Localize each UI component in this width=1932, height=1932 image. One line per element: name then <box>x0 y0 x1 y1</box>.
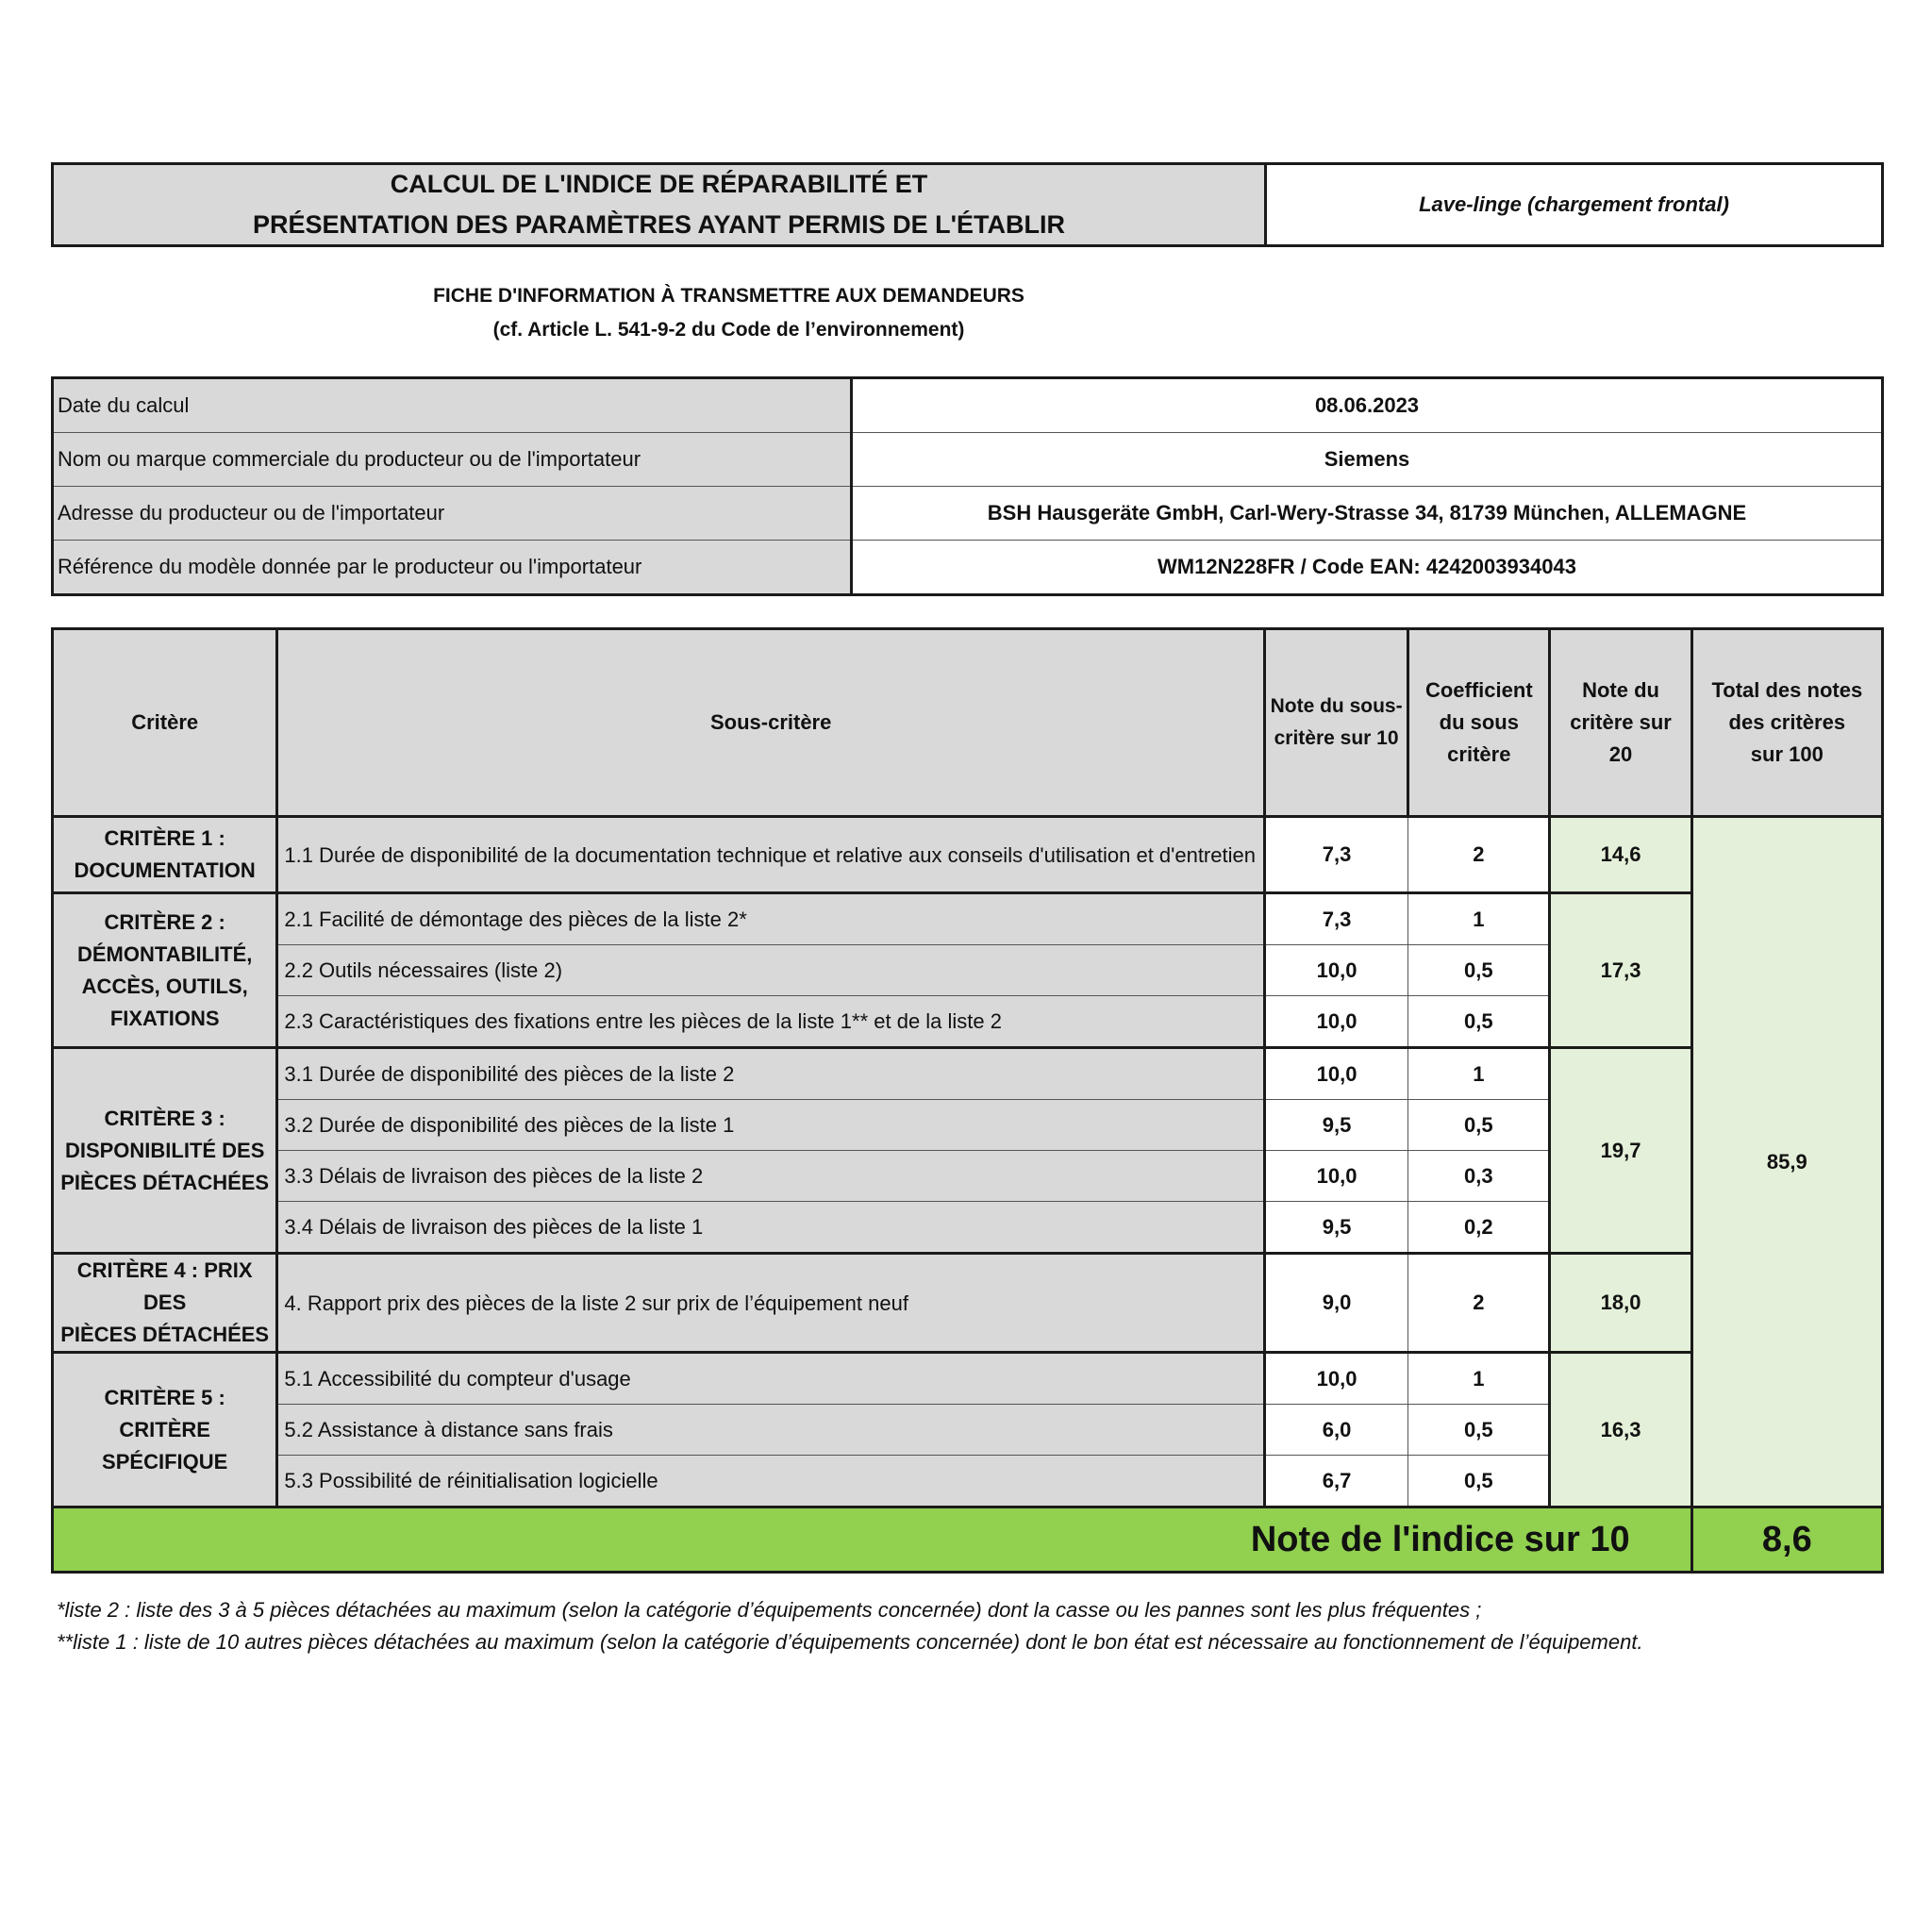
sub-criterion-label: 3.3 Délais de livraison des pièces de la liste 2 <box>277 1151 1265 1202</box>
sub-criterion-coef: 0,2 <box>1408 1202 1550 1254</box>
table-row <box>53 893 1883 945</box>
sub-criterion-coef: 0,5 <box>1408 1100 1550 1151</box>
sub-criterion-note: 9,0 <box>1264 1254 1407 1353</box>
criterion-4-label: CRITÈRE 4 : PRIX DES PIÈCES DÉTACHÉES <box>53 1254 277 1353</box>
document-header <box>51 162 1884 247</box>
criterion-5-label: CRITÈRE 5 : CRITÈRE SPÉCIFIQUE <box>53 1353 277 1507</box>
col-header-total: Total des notes des critères sur 100 <box>1691 629 1882 817</box>
sub-criterion-coef: 0,5 <box>1408 945 1550 996</box>
sub-criterion-coef: 1 <box>1408 1353 1550 1405</box>
criterion-1-label: CRITÈRE 1 : DOCUMENTATION <box>53 817 277 893</box>
sub-criterion-coef: 1 <box>1408 893 1550 945</box>
sub-criterion-note: 9,5 <box>1264 1202 1407 1254</box>
footnotes <box>57 1594 1643 1658</box>
info-table <box>51 376 1884 596</box>
info-value: BSH Hausgeräte GmbH, Carl-Wery-Strasse 34, 81739 München, ALLEMAGNE <box>852 487 1883 541</box>
info-value: Siemens <box>852 433 1883 487</box>
sub-criterion-note: 10,0 <box>1264 945 1407 996</box>
info-label: Adresse du producteur ou de l'importateur <box>53 487 852 541</box>
info-row <box>53 487 1883 541</box>
criterion-5-note: 16,3 <box>1550 1353 1691 1507</box>
col-header-note-critere: Note du critère sur 20 <box>1550 629 1691 817</box>
info-label: Nom ou marque commerciale du producteur ou de l'importateur <box>53 433 852 487</box>
sub-criterion-note: 9,5 <box>1264 1100 1407 1151</box>
scoring-table <box>51 627 1884 1574</box>
table-row <box>53 1048 1883 1100</box>
final-score-label: Note de l'indice sur 10 <box>53 1507 1692 1573</box>
sub-criterion-label: 1.1 Durée de disponibilité de la documentation technique et relative aux conseils d'utilisation et d'entretien <box>277 817 1265 893</box>
sub-criterion-label: 3.1 Durée de disponibilité des pièces de la liste 2 <box>277 1048 1265 1100</box>
col-header-note-sous-critere: Note du sous- critère sur 10 <box>1264 629 1407 817</box>
sub-criterion-coef: 2 <box>1408 1254 1550 1353</box>
info-row <box>53 541 1883 595</box>
footnote-1: *liste 2 : liste des 3 à 5 pièces détachées au maximum (selon la catégorie d’équipements concernée) dont la casse ou les pannes sont les plus fréquentes ; <box>57 1598 1482 1622</box>
title-line-1: CALCUL DE L'INDICE DE RÉPARABILITÉ ET <box>390 170 928 198</box>
sub-criterion-note: 10,0 <box>1264 996 1407 1048</box>
table-row <box>53 1254 1883 1353</box>
sub-criterion-coef: 0,3 <box>1408 1151 1550 1202</box>
info-value: WM12N228FR / Code EAN: 4242003934043 <box>852 541 1883 595</box>
info-row <box>53 378 1883 433</box>
col-header-sous-critere: Sous-critère <box>277 629 1265 817</box>
sub-criterion-label: 3.2 Durée de disponibilité des pièces de la liste 1 <box>277 1100 1265 1151</box>
sub-criterion-note: 7,3 <box>1264 893 1407 945</box>
sub-criterion-coef: 0,5 <box>1408 1405 1550 1456</box>
sub-criterion-label: 5.3 Possibilité de réinitialisation logicielle <box>277 1456 1265 1507</box>
sub-criterion-note: 10,0 <box>1264 1353 1407 1405</box>
sub-criterion-note: 7,3 <box>1264 817 1407 893</box>
subtitle-line-2: (cf. Article L. 541-9-2 du Code de l’environnement) <box>492 319 965 341</box>
table-row <box>53 1353 1883 1405</box>
info-value: 08.06.2023 <box>852 378 1883 433</box>
criterion-2-label: CRITÈRE 2 : DÉMONTABILITÉ, ACCÈS, OUTILS, FIXATIONS <box>53 893 277 1048</box>
sub-criterion-coef: 1 <box>1408 1048 1550 1100</box>
table-row <box>53 817 1883 893</box>
sub-criterion-label: 5.2 Assistance à distance sans frais <box>277 1405 1265 1456</box>
document-title <box>54 165 1267 244</box>
sub-criterion-label: 2.1 Facilité de démontage des pièces de la liste 2* <box>277 893 1265 945</box>
final-score-value: 8,6 <box>1691 1507 1882 1573</box>
sub-criterion-note: 10,0 <box>1264 1048 1407 1100</box>
criterion-4-note: 18,0 <box>1550 1254 1691 1353</box>
title-line-2: PRÉSENTATION DES PARAMÈTRES AYANT PERMIS DE L'ÉTABLIR <box>252 210 1065 239</box>
subtitle-line-1: FICHE D'INFORMATION À TRANSMETTRE AUX DEMANDEURS <box>433 285 1024 307</box>
sub-criterion-label: 3.4 Délais de livraison des pièces de la liste 1 <box>277 1202 1265 1254</box>
footnote-2: **liste 1 : liste de 10 autres pièces détachées au maximum (selon la catégorie d’équipements concernée) dont le bon état est nécessaire au fonctionnement de l’équipement. <box>57 1630 1643 1654</box>
sub-criterion-note: 10,0 <box>1264 1151 1407 1202</box>
criterion-2-note: 17,3 <box>1550 893 1691 1048</box>
info-label: Référence du modèle donnée par le producteur ou l'importateur <box>53 541 852 595</box>
appliance-type: Lave-linge (chargement frontal) <box>1419 192 1729 216</box>
col-header-critere: Critère <box>53 629 277 817</box>
sub-criterion-label: 5.1 Accessibilité du compteur d'usage <box>277 1353 1265 1405</box>
sub-criterion-coef: 0,5 <box>1408 1456 1550 1507</box>
col-header-coefficient: Coefficient du sous critère <box>1408 629 1550 817</box>
criterion-3-label: CRITÈRE 3 : DISPONIBILITÉ DES PIÈCES DÉTACHÉES <box>53 1048 277 1254</box>
final-score-row <box>53 1507 1883 1573</box>
sub-criterion-label: 4. Rapport prix des pièces de la liste 2 sur prix de l’équipement neuf <box>277 1254 1265 1353</box>
table-header-row <box>53 629 1883 817</box>
info-label: Date du calcul <box>53 378 852 433</box>
total-notes: 85,9 <box>1691 817 1882 1507</box>
sub-criterion-coef: 2 <box>1408 817 1550 893</box>
criterion-3-note: 19,7 <box>1550 1048 1691 1254</box>
sub-criterion-note: 6,0 <box>1264 1405 1407 1456</box>
sub-criterion-label: 2.3 Caractéristiques des fixations entre les pièces de la liste 1** et de la liste 2 <box>277 996 1265 1048</box>
subtitle <box>0 279 1457 347</box>
sub-criterion-label: 2.2 Outils nécessaires (liste 2) <box>277 945 1265 996</box>
sub-criterion-coef: 0,5 <box>1408 996 1550 1048</box>
criterion-1-note: 14,6 <box>1550 817 1691 893</box>
info-row <box>53 433 1883 487</box>
sub-criterion-note: 6,7 <box>1264 1456 1407 1507</box>
